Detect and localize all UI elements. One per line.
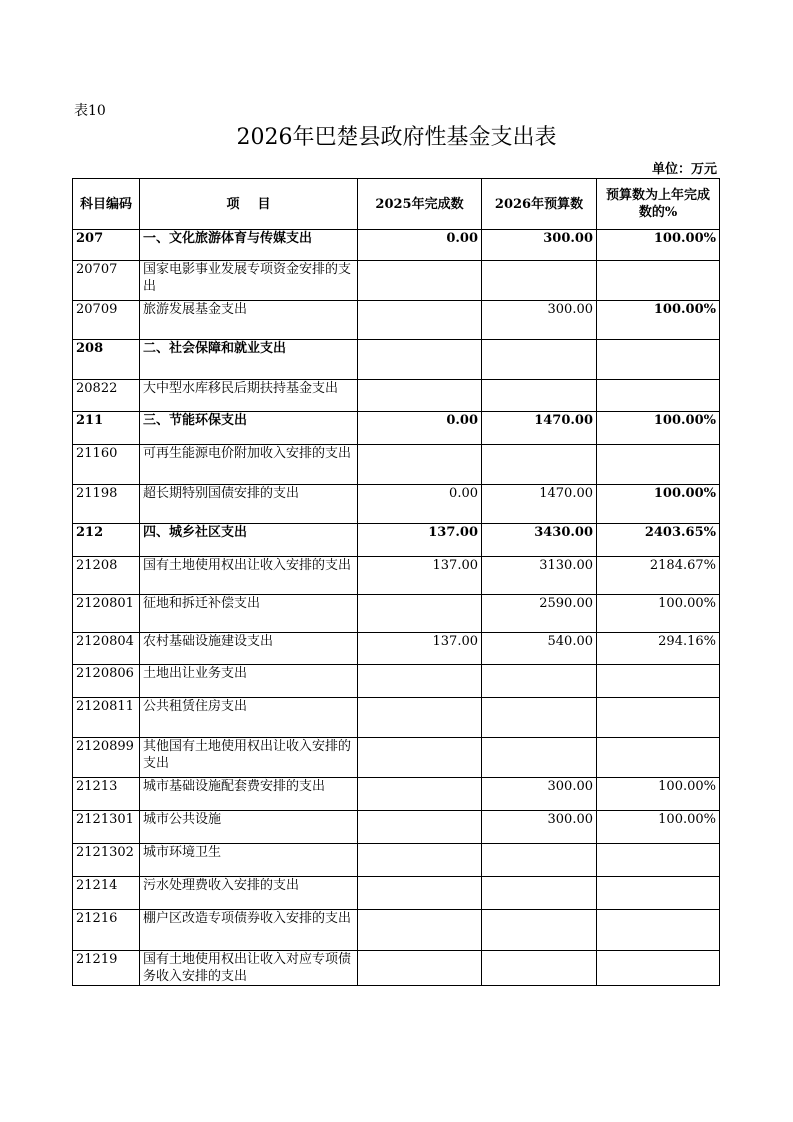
cell-item-name: 国有土地使用权出让收入安排的支出	[140, 557, 358, 595]
cell-2026-budget	[482, 261, 597, 301]
cell-2025-actual	[358, 698, 482, 738]
cell-2026-budget: 300.00	[482, 811, 597, 844]
cell-2025-actual	[358, 340, 482, 380]
table-header-row	[73, 179, 720, 230]
cell-percent	[597, 380, 720, 412]
cell-percent	[597, 340, 720, 380]
cell-2025-actual: 137.00	[358, 633, 482, 665]
cell-2025-actual	[358, 665, 482, 698]
table-row	[73, 633, 720, 665]
cell-code: 2121302	[73, 844, 140, 877]
table-row	[73, 811, 720, 844]
cell-2026-budget: 300.00	[482, 778, 597, 811]
cell-item-name: 棚户区改造专项债券收入安排的支出	[140, 910, 358, 951]
cell-percent: 100.00%	[597, 485, 720, 524]
cell-item-name: 旅游发展基金支出	[140, 301, 358, 340]
cell-percent	[597, 877, 720, 910]
cell-2025-actual	[358, 910, 482, 951]
column-header-2026-budget: 2026年预算数	[482, 179, 597, 230]
cell-2025-actual	[358, 261, 482, 301]
table-row	[73, 738, 720, 778]
cell-item-name: 二、社会保障和就业支出	[140, 340, 358, 380]
cell-2026-budget: 3130.00	[482, 557, 597, 595]
cell-item-name: 城市公共设施	[140, 811, 358, 844]
cell-percent: 294.16%	[597, 633, 720, 665]
table-row	[73, 910, 720, 951]
cell-code: 2120811	[73, 698, 140, 738]
cell-2025-actual	[358, 595, 482, 633]
cell-2025-actual	[358, 811, 482, 844]
cell-2026-budget: 300.00	[482, 301, 597, 340]
budget-table	[72, 178, 720, 986]
cell-2026-budget	[482, 910, 597, 951]
column-header-percent: 预算数为上年完成数的%	[597, 179, 720, 230]
table-row	[73, 412, 720, 445]
cell-2026-budget	[482, 738, 597, 778]
cell-percent: 100.00%	[597, 778, 720, 811]
cell-item-name: 城市环境卫生	[140, 844, 358, 877]
cell-code: 21216	[73, 910, 140, 951]
table-row	[73, 230, 720, 261]
cell-percent	[597, 844, 720, 877]
table-row	[73, 445, 720, 485]
cell-percent: 2184.67%	[597, 557, 720, 595]
cell-percent	[597, 698, 720, 738]
table-row	[73, 557, 720, 595]
cell-code: 2120806	[73, 665, 140, 698]
cell-percent: 2403.65%	[597, 524, 720, 557]
cell-2025-actual	[358, 445, 482, 485]
cell-item-name: 土地出让业务支出	[140, 665, 358, 698]
cell-item-name: 公共租赁住房支出	[140, 698, 358, 738]
cell-code: 21208	[73, 557, 140, 595]
cell-2026-budget	[482, 877, 597, 910]
cell-2026-budget	[482, 665, 597, 698]
cell-2025-actual	[358, 301, 482, 340]
cell-percent	[597, 445, 720, 485]
cell-code: 211	[73, 412, 140, 445]
cell-percent	[597, 738, 720, 778]
cell-code: 20822	[73, 380, 140, 412]
cell-item-name: 四、城乡社区支出	[140, 524, 358, 557]
cell-2025-actual: 0.00	[358, 412, 482, 445]
table-row	[73, 340, 720, 380]
cell-code: 207	[73, 230, 140, 261]
cell-code: 20709	[73, 301, 140, 340]
cell-item-name: 可再生能源电价附加收入安排的支出	[140, 445, 358, 485]
cell-percent: 100.00%	[597, 595, 720, 633]
table-row	[73, 380, 720, 412]
cell-2025-actual	[358, 951, 482, 986]
table-row	[73, 877, 720, 910]
cell-2025-actual	[358, 778, 482, 811]
cell-2025-actual: 137.00	[358, 524, 482, 557]
unit-label: 单位：万元	[651, 162, 717, 177]
cell-percent: 100.00%	[597, 811, 720, 844]
cell-percent	[597, 951, 720, 986]
cell-code: 2120804	[73, 633, 140, 665]
cell-2025-actual: 0.00	[358, 485, 482, 524]
cell-percent: 100.00%	[597, 412, 720, 445]
column-header-2025-actual: 2025年完成数	[358, 179, 482, 230]
page-title: 2026年巴楚县政府性基金支出表	[236, 125, 557, 150]
cell-2026-budget	[482, 445, 597, 485]
cell-item-name: 征地和拆迁补偿支出	[140, 595, 358, 633]
cell-percent	[597, 665, 720, 698]
cell-item-name: 城市基础设施配套费安排的支出	[140, 778, 358, 811]
cell-item-name: 农村基础设施建设支出	[140, 633, 358, 665]
cell-2026-budget	[482, 844, 597, 877]
cell-2025-actual	[358, 738, 482, 778]
cell-code: 21219	[73, 951, 140, 986]
table-row	[73, 778, 720, 811]
cell-2026-budget: 2590.00	[482, 595, 597, 633]
cell-2026-budget: 1470.00	[482, 412, 597, 445]
cell-2026-budget: 3430.00	[482, 524, 597, 557]
cell-2026-budget	[482, 380, 597, 412]
cell-code: 21214	[73, 877, 140, 910]
cell-2025-actual: 0.00	[358, 230, 482, 261]
cell-item-name: 其他国有土地使用权出让收入安排的支出	[140, 738, 358, 778]
cell-2026-budget: 1470.00	[482, 485, 597, 524]
cell-2026-budget: 540.00	[482, 633, 597, 665]
cell-percent	[597, 910, 720, 951]
cell-2026-budget	[482, 698, 597, 738]
table-row	[73, 261, 720, 301]
cell-2025-actual: 137.00	[358, 557, 482, 595]
cell-code: 212	[73, 524, 140, 557]
table-row	[73, 844, 720, 877]
cell-item-name: 国有土地使用权出让收入对应专项债务收入安排的支出	[140, 951, 358, 986]
table-number: 表10	[74, 103, 106, 119]
table-row	[73, 301, 720, 340]
table-body	[73, 230, 720, 986]
cell-2025-actual	[358, 380, 482, 412]
cell-code: 21198	[73, 485, 140, 524]
table-row	[73, 951, 720, 986]
column-header-item: 项 目	[140, 179, 358, 230]
table-row	[73, 524, 720, 557]
cell-item-name: 国家电影事业发展专项资金安排的支出	[140, 261, 358, 301]
cell-item-name: 污水处理费收入安排的支出	[140, 877, 358, 910]
cell-code: 208	[73, 340, 140, 380]
table-row	[73, 485, 720, 524]
cell-2026-budget: 300.00	[482, 230, 597, 261]
table-row	[73, 698, 720, 738]
cell-percent: 100.00%	[597, 301, 720, 340]
cell-code: 2120899	[73, 738, 140, 778]
cell-item-name: 超长期特别国债安排的支出	[140, 485, 358, 524]
cell-code: 2120801	[73, 595, 140, 633]
table-row	[73, 665, 720, 698]
cell-code: 20707	[73, 261, 140, 301]
cell-2025-actual	[358, 877, 482, 910]
table-row	[73, 595, 720, 633]
column-header-code: 科目编码	[73, 179, 140, 230]
cell-percent	[597, 261, 720, 301]
cell-percent: 100.00%	[597, 230, 720, 261]
cell-item-name: 大中型水库移民后期扶持基金支出	[140, 380, 358, 412]
cell-code: 2121301	[73, 811, 140, 844]
cell-2026-budget	[482, 340, 597, 380]
cell-2025-actual	[358, 844, 482, 877]
cell-code: 21213	[73, 778, 140, 811]
cell-code: 21160	[73, 445, 140, 485]
cell-2026-budget	[482, 951, 597, 986]
cell-item-name: 一、文化旅游体育与传媒支出	[140, 230, 358, 261]
cell-item-name: 三、节能环保支出	[140, 412, 358, 445]
